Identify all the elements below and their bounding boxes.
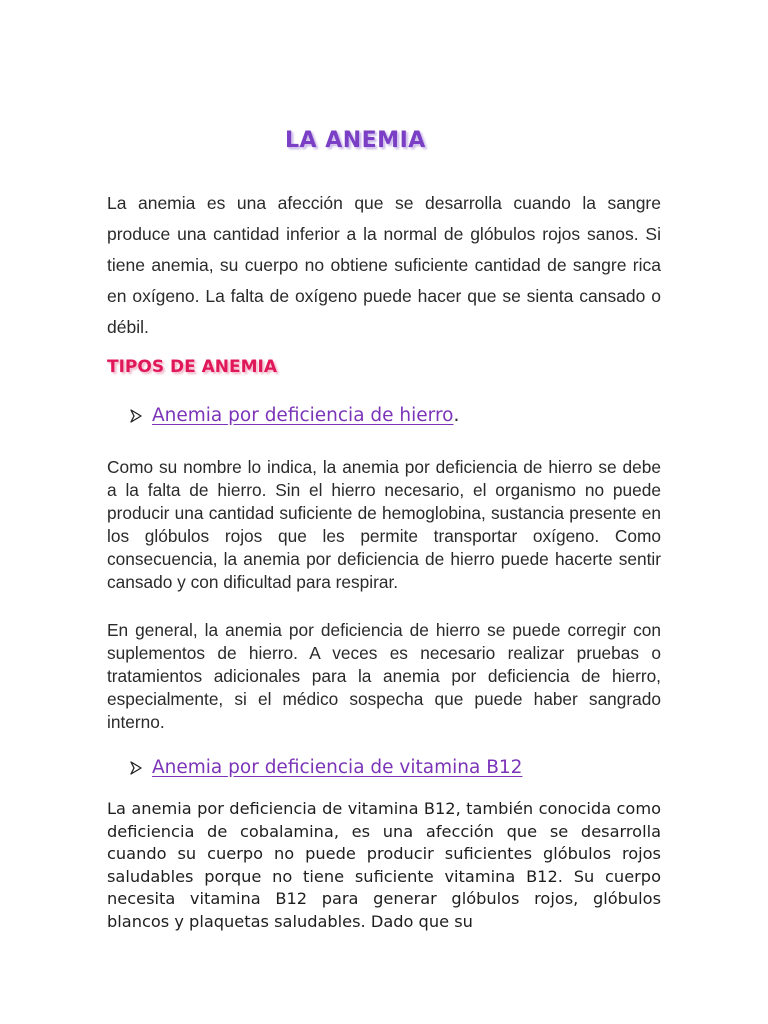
- b12-paragraph-1: La anemia por deficiencia de vitamina B12, también conocida como deficiencia de cobalamina, es una afección que se desarrolla cuando su cuerpo no puede producir suficientes glóbulos rojos saludables porque no tiene suficiente vitamina B12. Su cuerpo necesita vitamina B12 para generar glóbulos rojos, glóbulos blancos y plaquetas saludables. Dado que su: [107, 799, 661, 931]
- type-heading-iron: [130, 405, 459, 426]
- section-heading: TIPOS DE ANEMIA: [107, 357, 278, 377]
- intro-paragraph: La anemia es una afección que se desarrolla cuando la sangre produce una cantidad inferior a la normal de glóbulos rojos sanos. Si tiene anemia, su cuerpo no obtiene suficiente cantidad de sangre rica en oxígeno. La falta de oxígeno puede hacer que se sienta cansado o débil.: [107, 193, 661, 337]
- document-title: LA ANEMIA: [285, 128, 426, 153]
- iron-paragraph-1: Como su nombre lo indica, la anemia por deficiencia de hierro se debe a la falta de hierro. Sin el hierro necesario, el organismo no puede producir una cantidad suficiente de hemoglobina, sustancia presente en los glóbulos rojos que les permite transportar oxígeno. Como consecuencia, la anemia por deficiencia de hierro puede hacerte sentir cansado y con dificultad para respirar.: [107, 457, 661, 592]
- iron-anemia-link[interactable]: Anemia por deficiencia de hierro: [152, 405, 454, 426]
- iron-paragraph-2: En general, la anemia por deficiencia de hierro se puede corregir con suplementos de hierro. A veces es necesario realizar pruebas o tratamientos adicionales para la anemia por deficiencia de hierro, especialmente, si el médico sospecha que puede haber sangrado interno.: [107, 620, 661, 732]
- type-heading-b12: [130, 757, 522, 778]
- heading-period: .: [453, 405, 460, 426]
- arrow-bullet-icon: [130, 409, 142, 423]
- b12-anemia-link[interactable]: Anemia por deficiencia de vitamina B12: [152, 757, 523, 778]
- arrow-bullet-icon: [130, 761, 142, 775]
